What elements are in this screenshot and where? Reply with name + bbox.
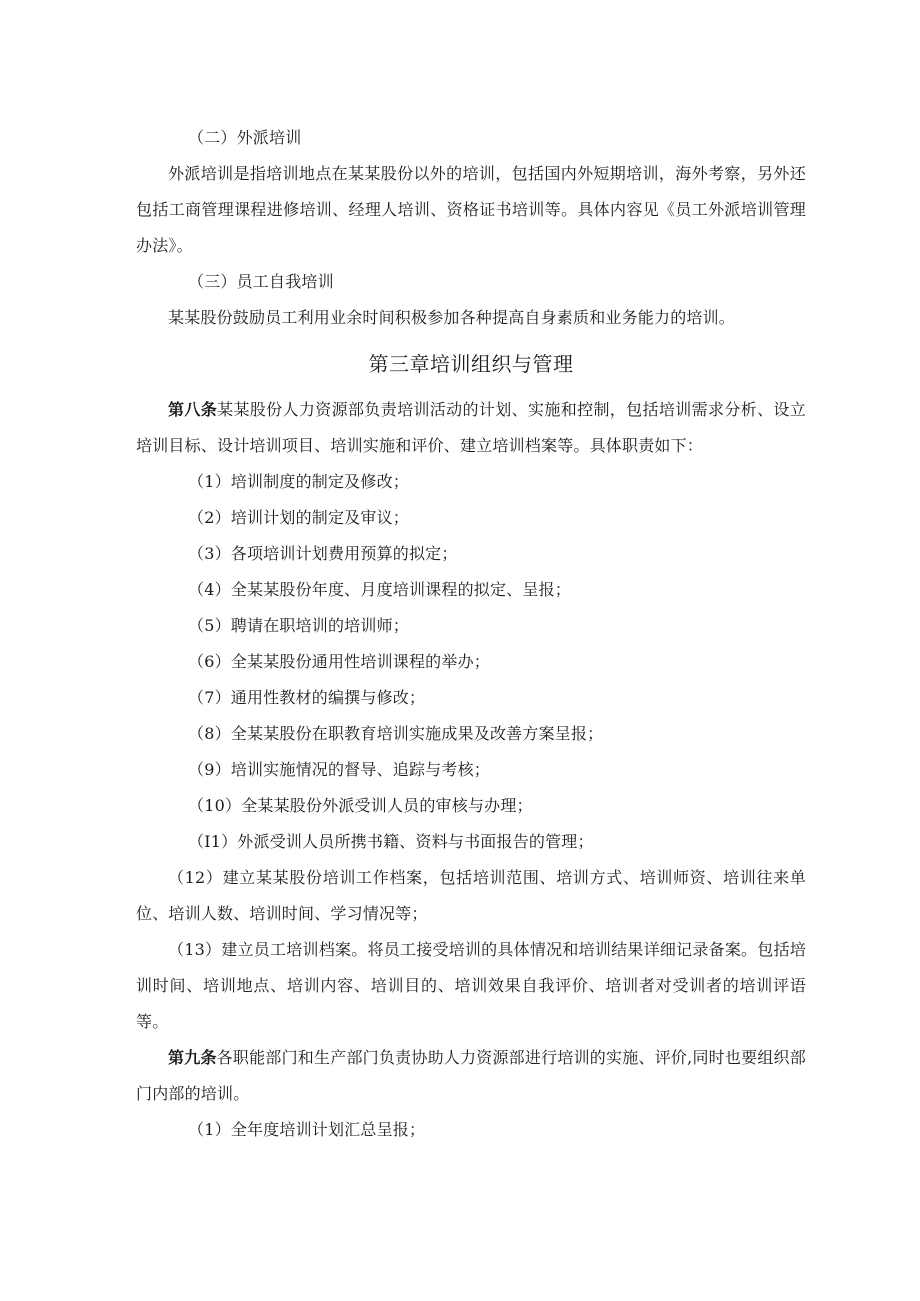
article-eight-item-5: （5）聘请在职培训的培训师； xyxy=(188,616,409,635)
article-nine-paragraph xyxy=(136,1040,806,1112)
article-eight-item-6: （6）全某某股份通用性培训课程的举办； xyxy=(188,652,490,671)
article-eight-body: 某某股份人力资源部负责培训活动的计划、实施和控制，包括培训需求分析、设立培训目标、设计培训项目、培训实施和评价、建立培训档案等。具体职责如下： xyxy=(136,400,806,455)
article-nine-body: 各职能部门和生产部门负责协助人力资源部进行培训的实施、评价,同时也要组织部门内部的培训。 xyxy=(136,1048,806,1103)
article-eight-item-10: （10）全某某股份外派受训人员的审核与办理； xyxy=(188,796,533,815)
article-eight-item-4: （4）全某某股份年度、月度培训课程的拟定、呈报； xyxy=(188,580,571,599)
article-eight-item-3: （3）各项培训计划费用预算的拟定； xyxy=(188,544,458,563)
article-nine-label: 第九条 xyxy=(168,1048,217,1067)
article-eight-item-13: （13）建立员工培训档案。将员工接受培训的具体情况和培训结果详细记录备案。包括培训时间、培训地点、培训内容、培训目的、培训效果自我评价、培训者对受训者的培训评语等。 xyxy=(136,940,806,1031)
section-heading-self-training: （三）员工自我培训 xyxy=(188,272,334,291)
chapter-title: 第三章培训组织与管理 xyxy=(368,352,574,376)
section-body-outbound-training: 外派培训是指培训地点在某某股份以外的培训，包括国内外短期培训，海外考察，另外还包括工商管理课程进修培训、经理人培训、资格证书培训等。具体内容见《员工外派培训管理办法》。 xyxy=(136,164,806,255)
document-body xyxy=(136,120,806,1148)
section-heading-outbound-training: （二）外派培训 xyxy=(188,128,302,147)
article-eight-item-12: （12）建立某某股份培训工作档案，包括培训范围、培训方式、培训师资、培训往来单位、培训人数、培训时间、学习情况等； xyxy=(136,868,806,923)
article-eight-paragraph xyxy=(136,392,806,464)
article-eight-item-11: （I1）外派受训人员所携书籍、资料与书面报告的管理； xyxy=(188,832,594,851)
article-eight-item-2: （2）培训计划的制定及审议； xyxy=(188,508,409,527)
article-eight-item-7: （7）通用性教材的编撰与修改； xyxy=(188,688,426,707)
article-eight-item-1: （1）培训制度的制定及修改； xyxy=(188,472,409,491)
article-eight-label: 第八条 xyxy=(168,400,218,419)
article-eight-item-8: （8）全某某股份在职教育培训实施成果及改善方案呈报； xyxy=(188,724,604,743)
article-nine-item-1: （1）全年度培训计划汇总呈报； xyxy=(188,1120,426,1139)
section-body-self-training: 某某股份鼓励员工利用业余时间积极参加各种提高自身素质和业务能力的培训。 xyxy=(168,308,736,327)
article-eight-item-9: （9）培训实施情况的督导、追踪与考核； xyxy=(188,760,490,779)
